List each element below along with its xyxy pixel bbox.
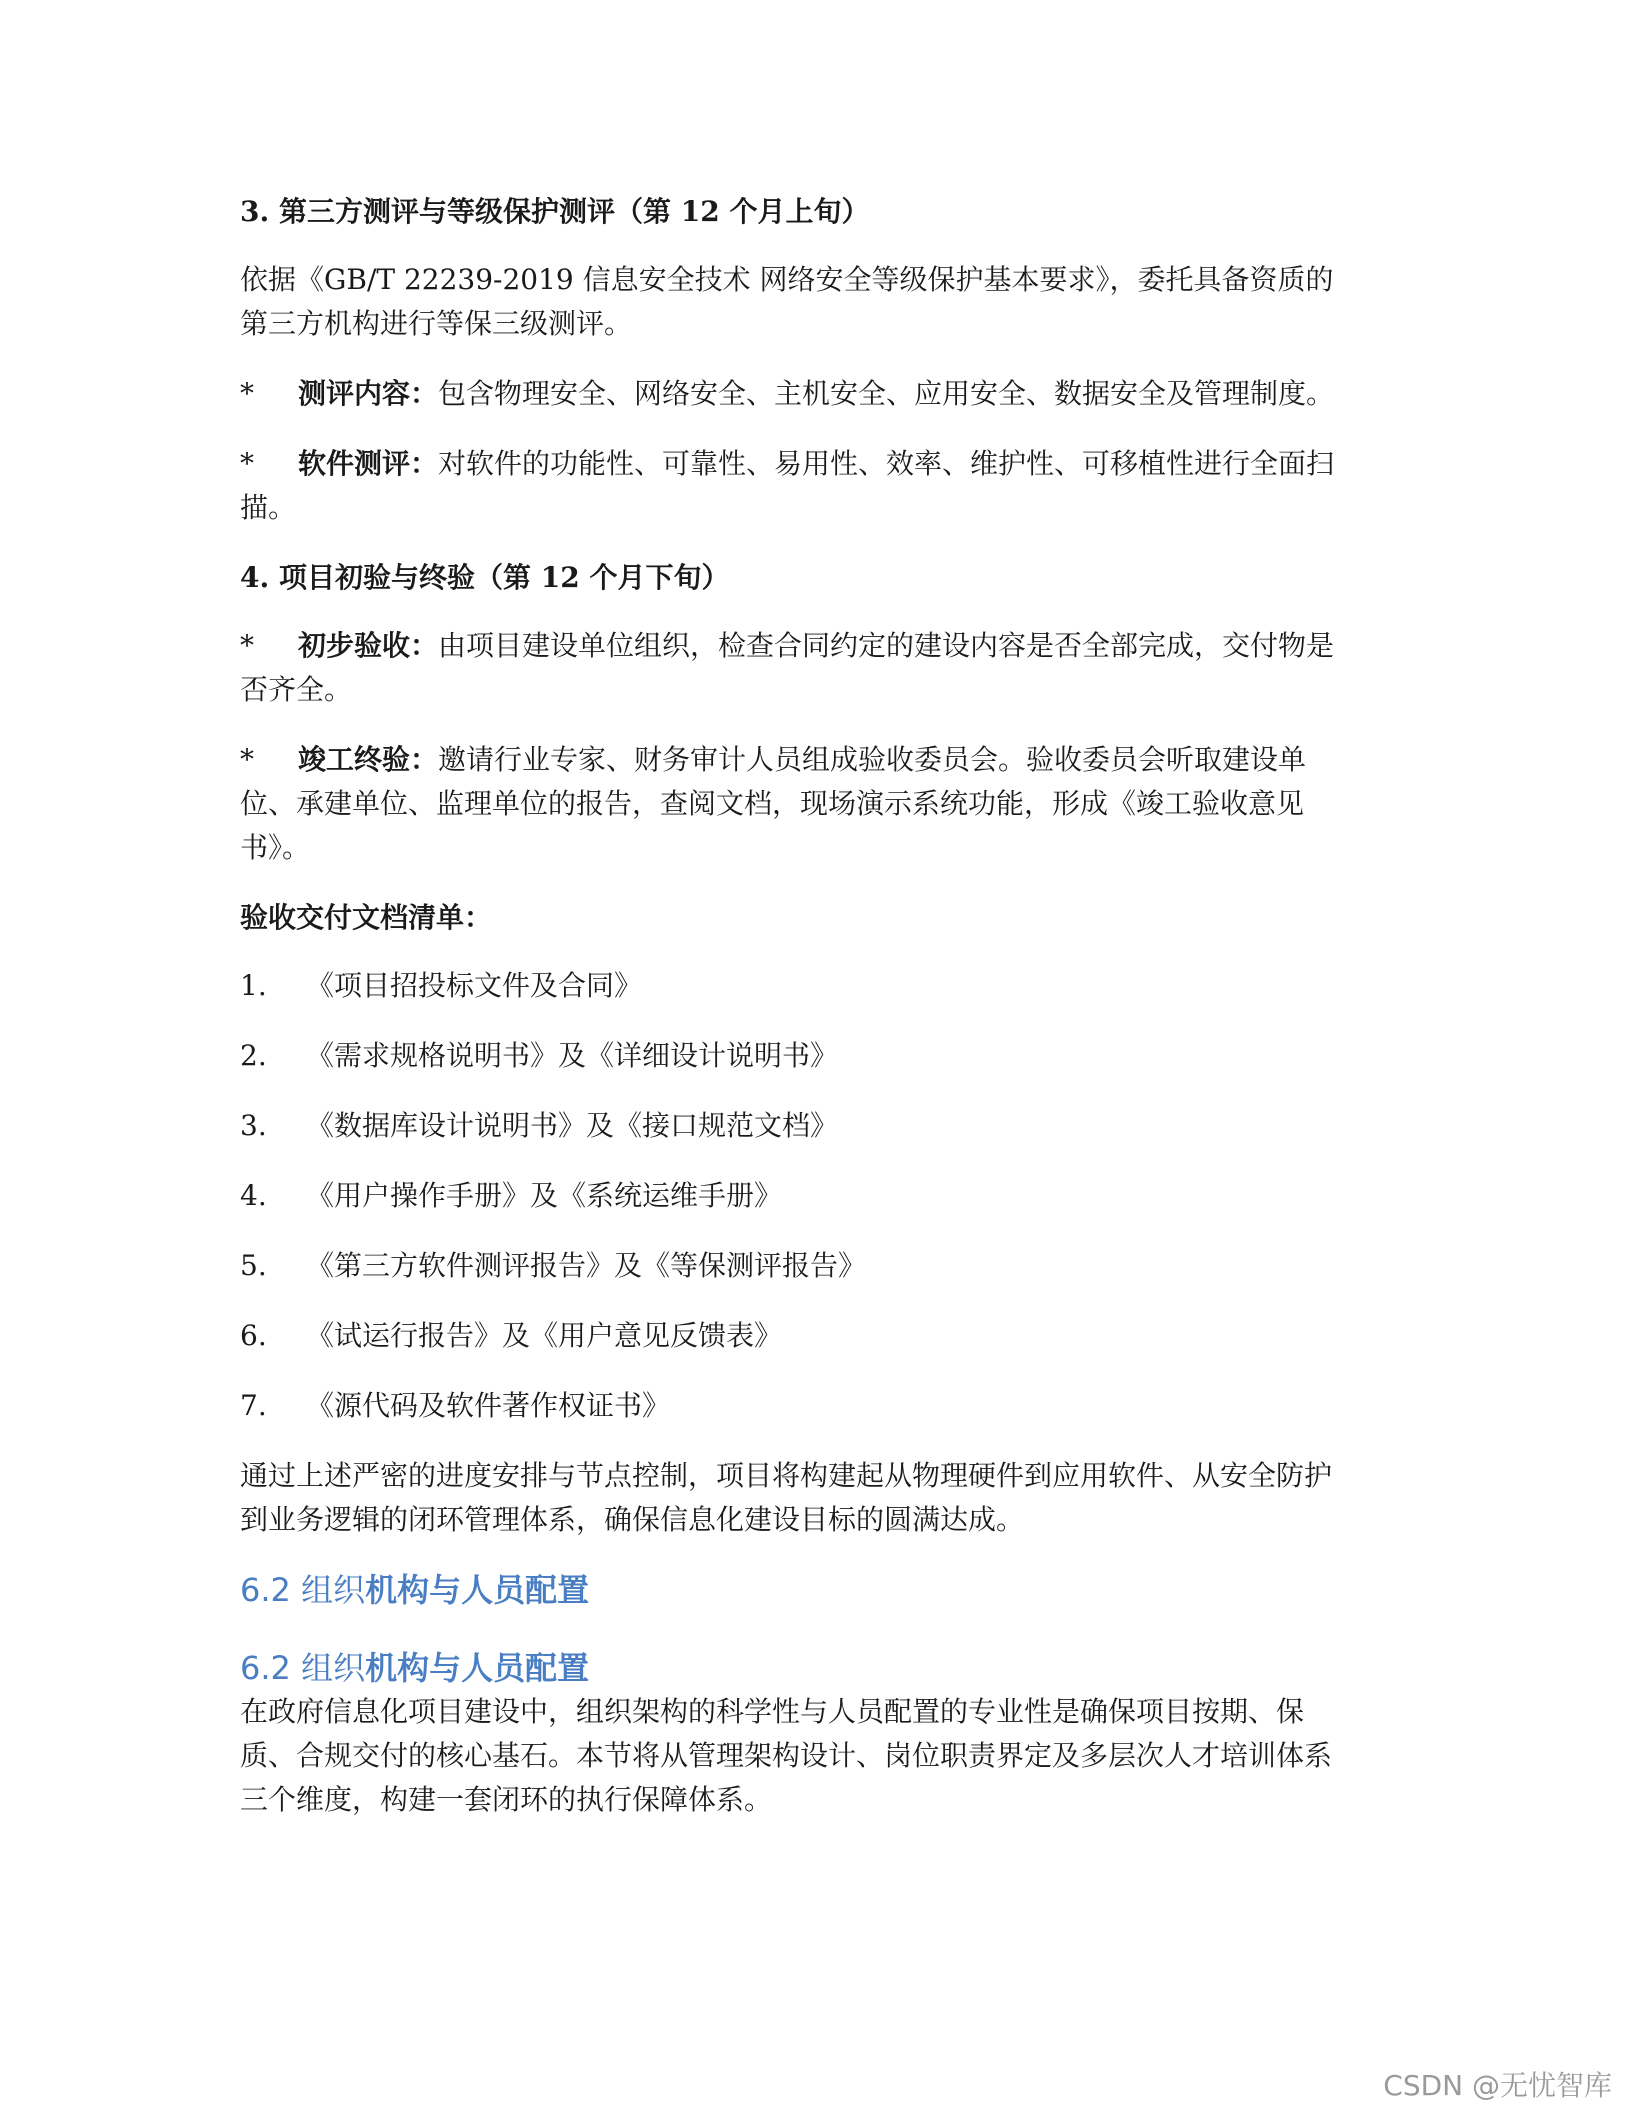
bullet-symbol: * (240, 629, 254, 662)
document-page (240, 190, 1392, 1822)
section-heading (240, 1568, 1392, 1612)
list-text: 《源代码及软件著作权证书》 (306, 1389, 671, 1422)
intro-line: 在政府信息化项目建设中，组织架构的科学性与人员配置的专业性是确保项目按期、保 (240, 1695, 1305, 1728)
list-text: 《项目招投标文件及合同》 (306, 969, 643, 1002)
intro-paragraph (240, 1690, 1392, 1822)
summary-line: 到业务逻辑的闭环管理体系，确保信息化建设目标的圆满达成。 (240, 1503, 1025, 1536)
list-number: 4. (240, 1179, 267, 1212)
list-item (240, 1174, 1392, 1218)
section-heading-repeat (240, 1646, 1392, 1690)
summary-paragraph (240, 1454, 1392, 1542)
list-item (240, 1104, 1392, 1148)
section-heading-bold: 机构与人员配置 (365, 1649, 590, 1687)
basis-line: 第三方机构进行等保三级测评。 (240, 307, 633, 340)
bullet-text-continued: 书》。 (240, 831, 311, 864)
heading-4: 4. 项目初验与终验（第 12 个月下旬） (240, 561, 730, 594)
list-text: 《用户操作手册》及《系统运维手册》 (306, 1179, 783, 1212)
bullet-label: 竣工终验： (298, 743, 439, 776)
section-heading-prefix: 6.2 组织 (240, 1571, 366, 1609)
bullet-symbol: * (240, 377, 254, 410)
heading-3: 3. 第三方测评与等级保护测评（第 12 个月上旬） (240, 195, 870, 228)
list-text: 《需求规格说明书》及《详细设计说明书》 (306, 1039, 839, 1072)
list-item (240, 1034, 1392, 1078)
bullet-text-continued: 描。 (240, 491, 297, 524)
intro-line: 质、合规交付的核心基石。本节将从管理架构设计、岗位职责界定及多层次人才培训体系 (240, 1739, 1333, 1772)
list-text: 《数据库设计说明书》及《接口规范文档》 (306, 1109, 839, 1142)
bullet-label: 软件测评： (298, 447, 439, 480)
list-number: 6. (240, 1319, 267, 1352)
bullet-label: 测评内容： (298, 377, 439, 410)
summary-line: 通过上述严密的进度安排与节点控制，项目将构建起从物理硬件到应用软件、从安全防护 (240, 1459, 1333, 1492)
csdn-watermark: CSDN @无忧智库 (1383, 2069, 1612, 2102)
list-number: 5. (240, 1249, 267, 1282)
list-number: 7. (240, 1389, 267, 1422)
doc-list-title: 验收交付文档清单： (240, 901, 493, 934)
basis-paragraph (240, 258, 1392, 346)
list-number: 1. (240, 969, 267, 1002)
bullet-text-continued: 位、承建单位、监理单位的报告，查阅文档，现场演示系统功能，形成《竣工验收意见 (240, 787, 1305, 820)
section-heading-bold: 机构与人员配置 (365, 1571, 590, 1609)
list-number: 3. (240, 1109, 267, 1142)
list-item (240, 964, 1392, 1008)
bullet-item (240, 442, 1392, 530)
basis-line: 依据《GB/T 22239-2019 信息安全技术 网络安全等级保护基本要求》，委托具备资质的 (240, 263, 1334, 296)
intro-line: 三个维度，构建一套闭环的执行保障体系。 (240, 1783, 773, 1816)
bullet-text-continued: 否齐全。 (240, 673, 353, 706)
bullet-item (240, 624, 1392, 712)
bullet-text: 包含物理安全、网络安全、主机安全、应用安全、数据安全及管理制度。 (438, 377, 1335, 410)
section-heading-prefix: 6.2 组织 (240, 1649, 366, 1687)
list-text: 《试运行报告》及《用户意见反馈表》 (306, 1319, 783, 1352)
bullet-text: 对软件的功能性、可靠性、易用性、效率、维护性、可移植性进行全面扫 (438, 447, 1335, 480)
bullet-text: 由项目建设单位组织，检查合同约定的建设内容是否全部完成，交付物是 (438, 629, 1335, 662)
list-item (240, 1244, 1392, 1288)
bullet-label: 初步验收： (298, 629, 439, 662)
list-number: 2. (240, 1039, 267, 1072)
list-item (240, 1384, 1392, 1428)
bullet-item (240, 738, 1392, 870)
doc-list (240, 964, 1392, 1428)
bullet-symbol: * (240, 743, 254, 776)
bullet-item (240, 372, 1392, 416)
bullet-symbol: * (240, 447, 254, 480)
list-item (240, 1314, 1392, 1358)
list-text: 《第三方软件测评报告》及《等保测评报告》 (306, 1249, 867, 1282)
bullet-text: 邀请行业专家、财务审计人员组成验收委员会。验收委员会听取建设单 (438, 743, 1307, 776)
